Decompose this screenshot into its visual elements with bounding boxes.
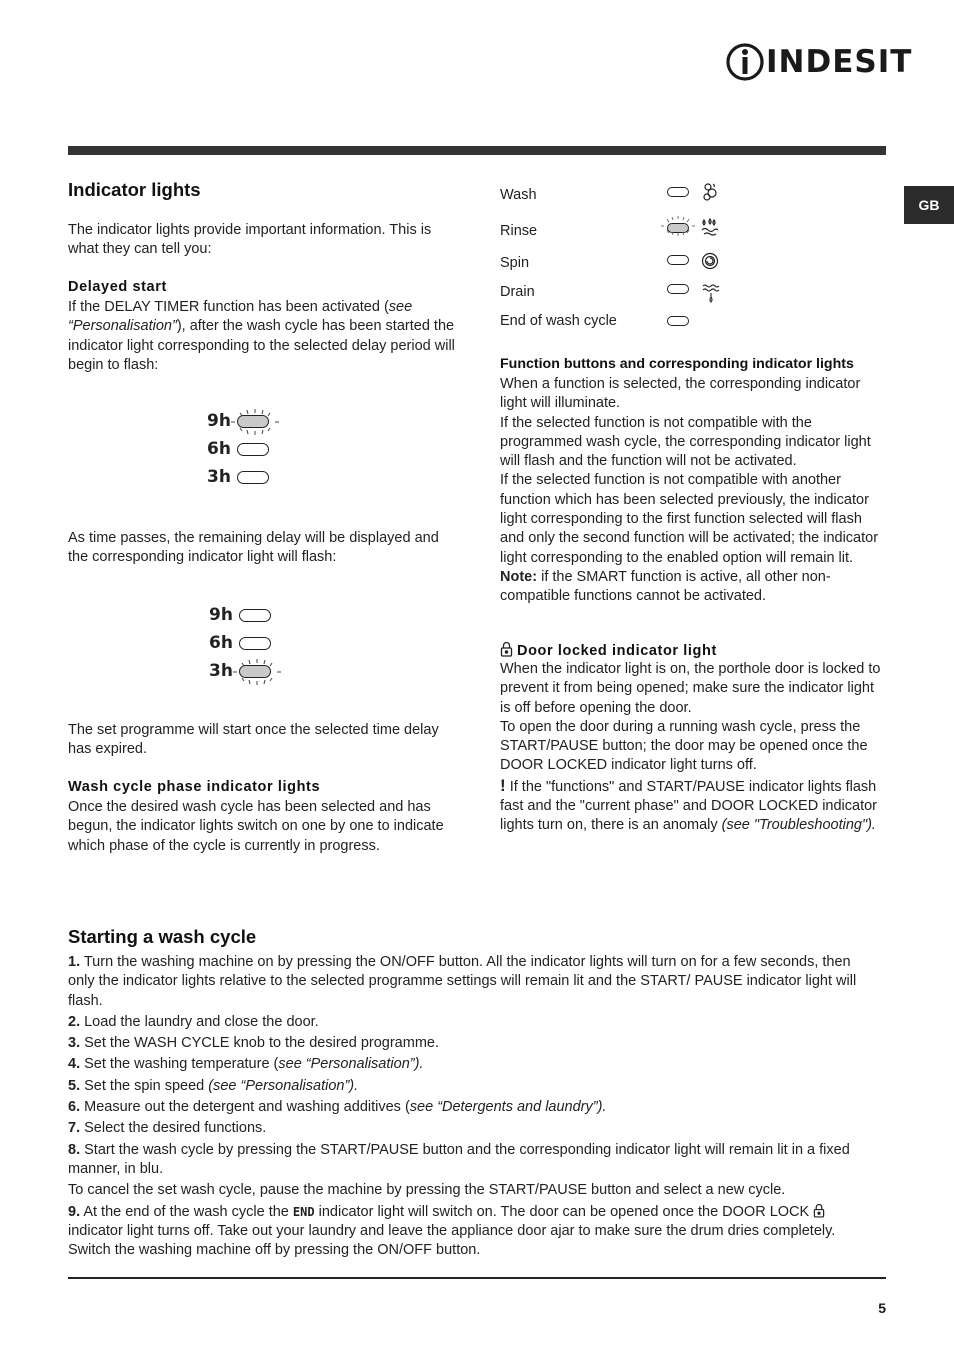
flash-rays-icon [231,657,283,687]
delayed-start-heading: Delayed start [68,279,167,295]
brand-name: INDESIT [766,44,913,80]
delayed-start-text-3: The set programme will start once the selected time delay has expired. [68,722,439,758]
wash-phase-heading: Wash cycle phase indicator lights [68,779,321,795]
door-locked-text: When the indicator light is on, the porthole door is locked to prevent it from being opened; make sure the indicator light is off before opening the door. To open the door during a running wash cycle, press the START/PAUSE button; the door may be opened once the DOOR LOCKED indicator light turns off. ! If the "functions" and START/PAUSE indicator lights flash fast and the "current phase" and DOOR LOCKED indicator lights turn on, there is an anomaly (see "Troubleshooting"). [500,661,881,834]
step-3: 3. Set the WASH CYCLE knob to the desired programme. [68,1035,439,1052]
timer-row-9h [207,407,297,435]
rinse-icon [700,217,720,237]
timer-indicator-light [237,471,269,484]
timer-indicator-light [237,443,269,456]
timer-indicator-light [239,637,271,650]
starting-steps [68,953,880,1262]
language-tab: GB [904,186,954,224]
door-locked-heading: Door locked indicator light [500,641,886,659]
delayed-start-text-2: As time passes, the remaining delay will be displayed and the corresponding indicator light will flash: [68,530,439,566]
indicator-intro: The indicator lights provide important information. This is what they can tell you: [68,222,432,258]
step-6: 6. Measure out the detergent and washing additives (see “Detergents and laundry”). [68,1099,607,1116]
top-rule [68,146,886,155]
phase-indicator-light [667,284,689,294]
timer-row-3h [207,463,297,491]
timer-label: 6h [209,633,233,653]
step-9: 9. At the end of the wash cycle the END indicator light will switch on. The door can be opened once the DOOR LOCK indicator light turns off. Take out your laundry and leave the appliance door ajar to make sure the drum dries completely. Switch the washing machine off by pressing the ON/OFF button. [68,1203,836,1259]
phase-indicator-light [667,316,689,326]
phase-row-rinse [500,221,760,245]
phase-label: End of wash cycle [500,313,617,329]
function-buttons-text: When a function is selected, the corresponding indicator light will illuminate. If the selected function is not compatible with the programmed wash cycle, the corresponding indicator light will flash and the function will not be activated. If the selected function is not compatible with another function which has been selected previously, the indicator light corresponding to the first function selected will flash and only the second function will be activated; the indicator light corresponding to the enabled option will remain lit. Note: if the SMART function is active, all other non-compatible functions cannot be activated. [500,376,879,605]
timer-label: 9h [209,605,233,625]
timer-label: 3h [207,467,231,487]
delayed-start-text: If the DELAY TIMER function has been activated (see “Personalisation”), after the wash cycle has been started the indicator light corresponding to the selected delay period will begin to flash: [68,299,455,373]
step-4: 4. Set the washing temperature (see “Personalisation”). [68,1056,424,1073]
delay-timer-display-2 [209,601,299,685]
timer-row-9h [209,601,299,629]
phase-label: Wash [500,187,537,203]
step-7: 7. Select the desired functions. [68,1120,267,1137]
phase-label: Drain [500,284,535,300]
lock-icon [500,641,513,657]
timer-row-3h [209,657,299,685]
step-8: 8. Start the wash cycle by pressing the START/PAUSE button and the corresponding indicator light will remain lit in a fixed manner, in blu. [68,1141,850,1177]
starting-title: Starting a wash cycle [68,926,257,947]
indicator-lights-title: Indicator lights [68,179,201,200]
step-5: 5. Set the spin speed (see “Personalisation”). [68,1077,359,1094]
phase-label: Spin [500,255,530,271]
drain-icon [701,283,721,303]
timer-indicator-light [239,609,271,622]
phase-indicator-light [667,255,689,265]
step-1: 1. Turn the washing machine on by pressing the ON/OFF button. All the indicator lights will turn on for a few seconds, then only the indicator lights relative to the selected programme settings will remain lit and the START/ PAUSE indicator light will flash. [68,954,857,1009]
bottom-rule [68,1277,886,1279]
cancel-note: To cancel the set wash cycle, pause the machine by pressing the START/PAUSE button and select a new cycle. [68,1182,786,1199]
timer-row-6h [207,435,297,463]
page-number: 5 [878,1300,886,1316]
phase-row-drain [500,282,760,306]
delay-timer-display-1 [207,407,297,491]
phase-row-spin [500,253,760,277]
timer-label: 3h [209,661,233,681]
flash-rays-icon [660,215,696,237]
phase-indicator-light [667,187,689,197]
logo-emblem-icon [726,40,764,84]
lock-icon [813,1203,825,1218]
flash-rays-icon [229,407,281,437]
spin-icon [701,252,719,270]
step-2: 2. Load the laundry and close the door. [68,1013,319,1030]
phase-row-end [500,311,760,335]
timer-row-6h [209,629,299,657]
function-buttons-heading: Function buttons and corresponding indicator lights [500,356,854,372]
wash-icon [701,182,719,202]
end-indicator-label: END [292,1204,315,1219]
phase-row-wash [500,185,760,209]
timer-label: 9h [207,411,231,431]
indesit-logo [726,40,913,84]
phase-label: Rinse [500,223,538,239]
wash-phase-text: Once the desired wash cycle has been selected and has begun, the indicator lights switch on one by one to indicate which phase of the cycle is currently in progress. [68,799,444,854]
warning-mark: ! [500,775,506,795]
timer-label: 6h [207,439,231,459]
